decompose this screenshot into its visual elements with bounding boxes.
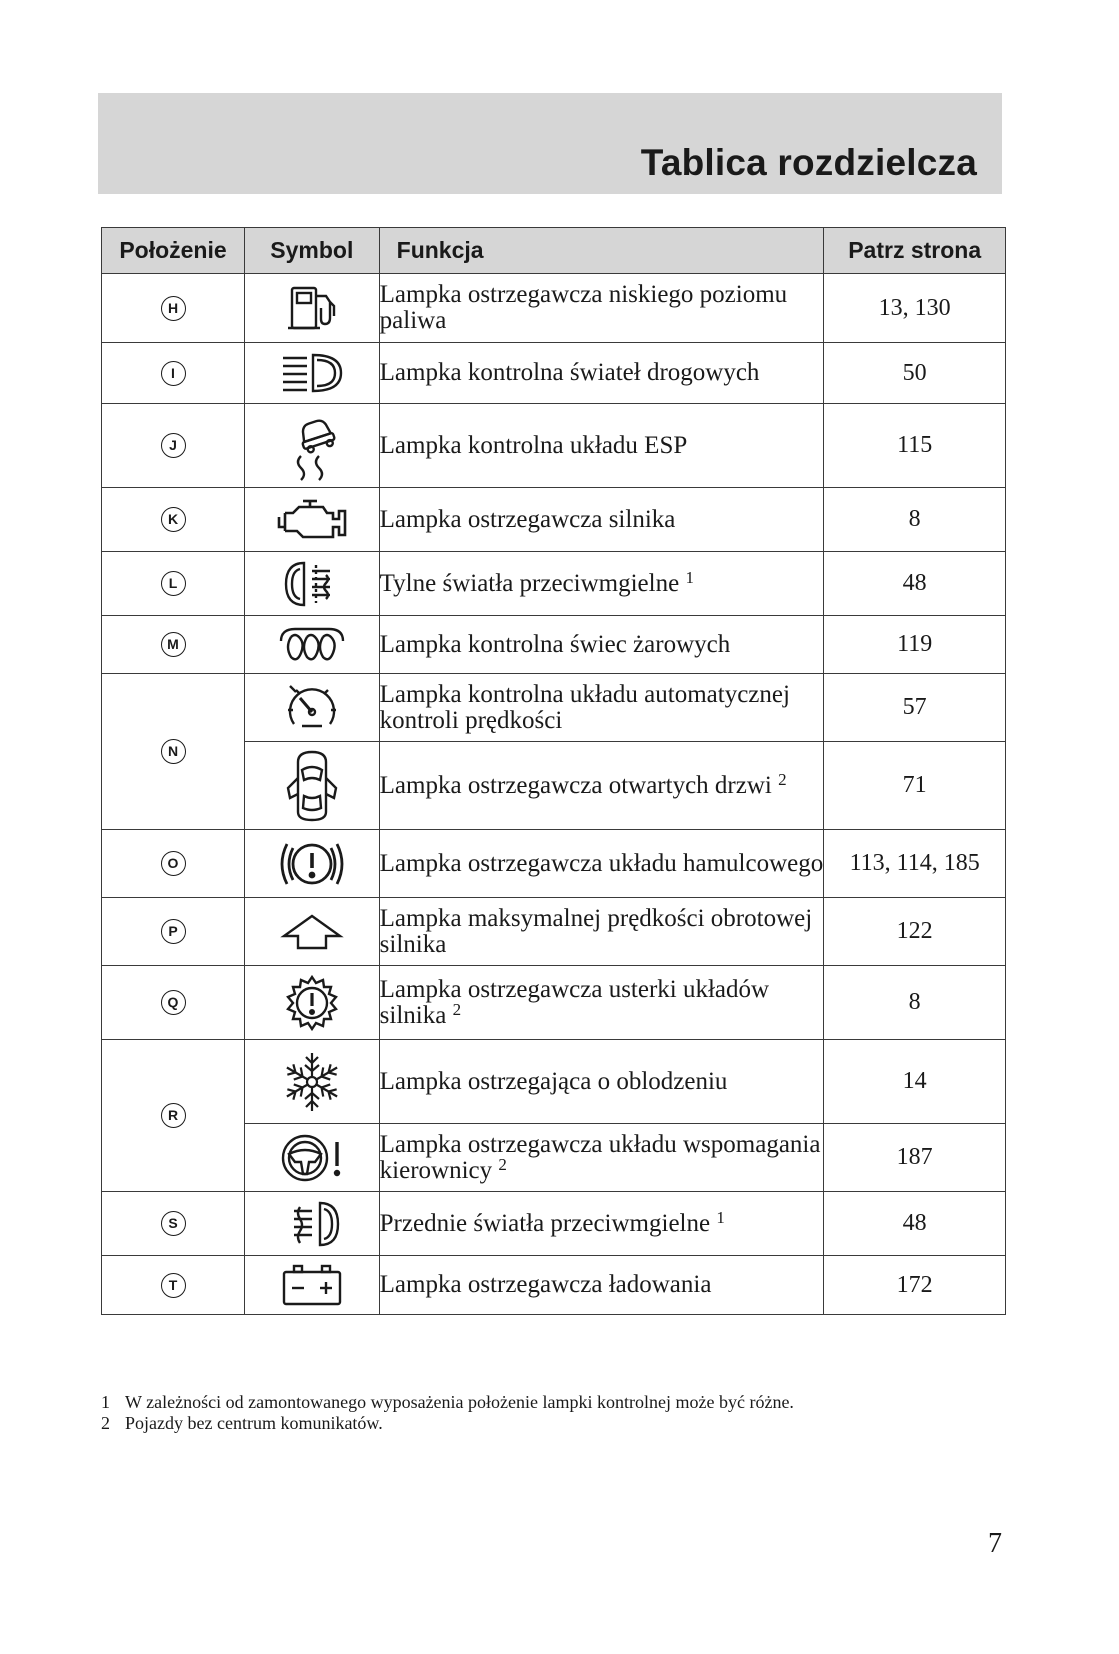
footnote	[101, 1392, 1001, 1413]
engine-icon	[275, 495, 349, 545]
function-text: Lampka ostrzegawcza silnika	[379, 505, 676, 533]
page-reference: 50	[824, 343, 1006, 404]
brake-warning-icon	[275, 834, 349, 894]
footnote-text: Pojazdy bez centrum komunikatów.	[125, 1413, 383, 1433]
column-header-symbol: Symbol	[245, 228, 380, 274]
position-marker: Q	[161, 990, 186, 1015]
footnote-marker: 1	[716, 1207, 725, 1227]
page-reference: 119	[824, 616, 1006, 674]
footnote	[101, 1413, 1001, 1434]
battery-icon	[280, 1262, 344, 1308]
position-marker: I	[161, 361, 186, 386]
warning-lights-table	[101, 227, 1006, 1315]
function-text: Lampka ostrzegawcza otwartych drzwi	[379, 771, 779, 799]
table-row	[102, 830, 1006, 898]
position-marker: O	[161, 851, 186, 876]
shift-up-arrow-icon	[280, 912, 344, 952]
position-marker: J	[161, 433, 186, 458]
column-header-page: Patrz strona	[824, 228, 1006, 274]
table-row	[102, 404, 1006, 488]
footnote-marker: 2	[452, 999, 462, 1019]
position-marker: S	[161, 1211, 186, 1236]
column-header-function: Funkcja	[379, 228, 824, 274]
header-bar	[98, 93, 1002, 194]
front-fog-light-icon	[282, 1199, 342, 1249]
page-number: 7	[988, 1528, 1002, 1559]
function-text: Lampka maksymalnej prędkości obrotowej silnika	[379, 904, 813, 958]
high-beam-icon	[277, 350, 347, 396]
table-row	[102, 343, 1006, 404]
table-row	[102, 488, 1006, 552]
function-text: Lampka ostrzegawcza usterki układów silnika	[379, 975, 770, 1029]
position-marker: T	[161, 1273, 186, 1298]
table-row	[102, 898, 1006, 966]
footnote-marker: 1	[685, 567, 694, 587]
snowflake-icon	[279, 1049, 345, 1115]
powertrain-fault-icon	[282, 973, 342, 1033]
position-marker: R	[161, 1103, 186, 1128]
function-text: Lampka ostrzegająca o oblodzeniu	[379, 1067, 728, 1095]
page-reference: 48	[824, 552, 1006, 616]
table-row	[102, 552, 1006, 616]
column-header-position: Położenie	[102, 228, 245, 274]
footnotes	[101, 1392, 1001, 1434]
position-marker: L	[161, 571, 186, 596]
footnote-text: W zależności od zamontowanego wyposażenia położenie lampki kontrolnej może być różne.	[125, 1392, 794, 1412]
page-reference: 122	[824, 898, 1006, 966]
page-reference: 57	[824, 674, 1006, 742]
function-text: Lampka kontrolna świateł drogowych	[379, 359, 760, 386]
glow-plug-icon	[275, 623, 349, 667]
footnote-number: 1	[101, 1392, 110, 1412]
page-reference: 71	[824, 742, 1006, 830]
power-steering-icon	[279, 1132, 345, 1184]
function-text: Lampka kontrolna układu automatycznej kontroli prędkości	[379, 680, 790, 734]
page-reference: 13, 130	[824, 274, 1006, 343]
table-row	[102, 1192, 1006, 1256]
rear-fog-light-icon	[282, 559, 342, 609]
fuel-pump-icon	[282, 280, 342, 336]
table-row	[102, 1040, 1006, 1124]
table-row	[102, 616, 1006, 674]
position-marker: H	[161, 296, 186, 321]
page-reference: 115	[824, 404, 1006, 488]
cruise-control-icon	[282, 680, 342, 736]
footnote-marker: 2	[498, 1154, 507, 1174]
function-text: Lampka kontrolna świec żarowych	[379, 630, 731, 658]
function-text: Lampka ostrzegawcza układu wspomagania kierownicy	[379, 1130, 821, 1184]
esp-skidding-car-icon	[285, 410, 339, 482]
function-text: Przednie światła przeciwmgielne	[379, 1209, 717, 1237]
table-row	[102, 674, 1006, 742]
position-marker: P	[161, 919, 186, 944]
table-row	[102, 274, 1006, 343]
table-header-row	[102, 228, 1006, 274]
page-reference: 172	[824, 1256, 1006, 1315]
function-text: Lampka ostrzegawcza niskiego poziomu paliwa	[379, 281, 788, 334]
function-text: Lampka kontrolna układu ESP	[379, 431, 688, 459]
page-title: Tablica rozdzielcza	[640, 142, 977, 183]
footnote-number: 2	[101, 1413, 110, 1433]
function-text: Lampka ostrzegawcza układu hamulcowego	[379, 849, 824, 877]
position-marker: K	[161, 507, 186, 532]
position-marker: N	[161, 739, 186, 764]
footnote-marker: 2	[778, 769, 787, 789]
function-text: Tylne światła przeciwmgielne	[379, 569, 686, 597]
page-reference: 8	[824, 488, 1006, 552]
position-marker: M	[161, 632, 186, 657]
table-row	[102, 1256, 1006, 1315]
door-open-icon	[284, 748, 340, 824]
page-reference: 14	[824, 1040, 1006, 1124]
function-text: Lampka ostrzegawcza ładowania	[379, 1271, 712, 1298]
page-reference: 8	[824, 966, 1006, 1040]
page-reference: 187	[824, 1124, 1006, 1192]
page-reference: 113, 114, 185	[824, 830, 1006, 898]
page-reference: 48	[824, 1192, 1006, 1256]
table-row	[102, 966, 1006, 1040]
